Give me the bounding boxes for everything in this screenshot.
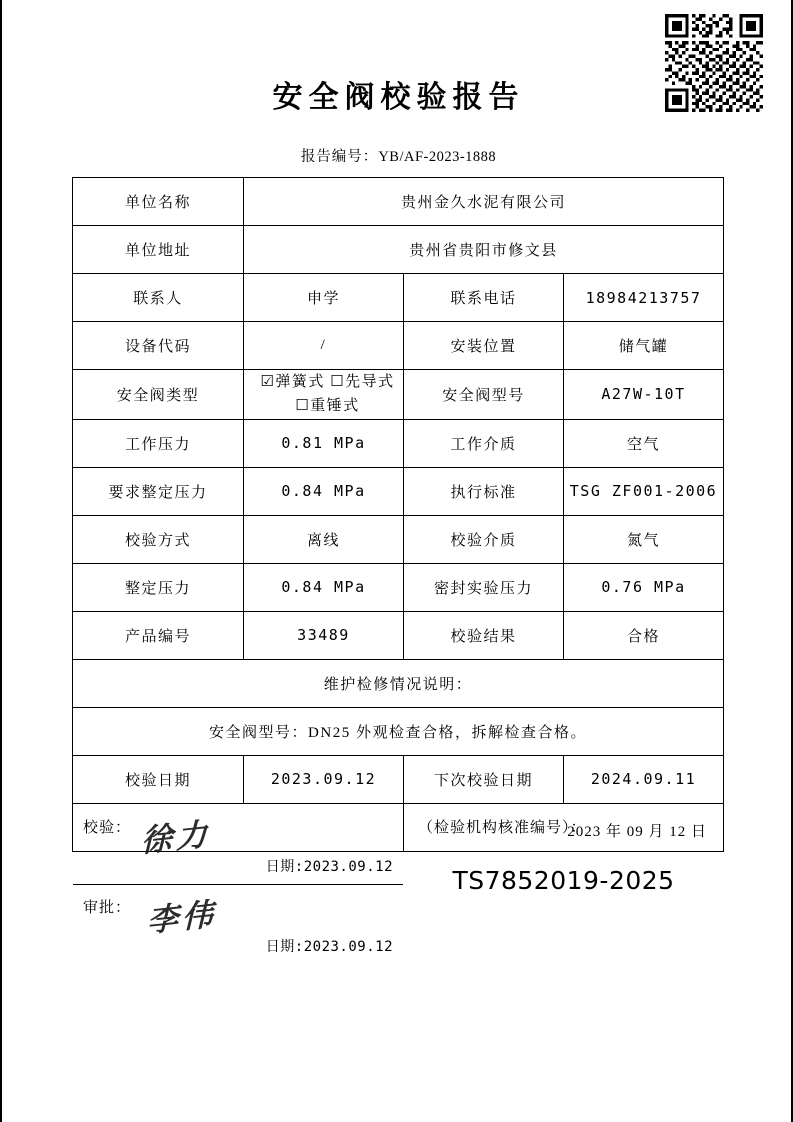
work-medium-value: 空气 xyxy=(564,419,724,467)
org-code-label: （检验机构核准编号）： xyxy=(418,819,587,836)
work-pressure-value: 0.81 MPa xyxy=(244,419,404,467)
work-medium-label: 工作介质 xyxy=(404,419,564,467)
contact-label: 联系人 xyxy=(73,274,244,322)
check-medium-value: 氮气 xyxy=(564,515,724,563)
install-position-label: 安装位置 xyxy=(404,322,564,370)
table-row xyxy=(73,611,724,659)
set-pressure-value: 0.84 MPa xyxy=(244,563,404,611)
install-position-value: 储气罐 xyxy=(564,322,724,370)
device-code-value: / xyxy=(244,322,404,370)
page-title: 安全阀校验报告 xyxy=(272,80,525,115)
set-pressure-label: 整定压力 xyxy=(73,563,244,611)
check-medium-label: 校验介质 xyxy=(404,515,564,563)
check-date-label: 校验日期 xyxy=(73,755,244,803)
maintenance-text: 安全阀型号：DN25 外观检查合格，拆解检查合格。 xyxy=(73,707,724,755)
seal-pressure-value: 0.76 MPa xyxy=(564,563,724,611)
check-result-label: 校验结果 xyxy=(404,611,564,659)
unit-name-label: 单位名称 xyxy=(73,178,244,226)
table-row xyxy=(73,274,724,322)
check-date-value: 2023.09.12 xyxy=(244,755,404,803)
valve-type-option-2: 重锤式 xyxy=(310,398,360,415)
work-pressure-label: 工作压力 xyxy=(73,419,244,467)
inspection-table xyxy=(72,177,724,955)
product-no-label: 产品编号 xyxy=(73,611,244,659)
valve-model-label: 安全阀型号 xyxy=(404,370,564,420)
product-no-value: 33489 xyxy=(244,611,404,659)
valve-type-line-1 xyxy=(252,370,403,394)
device-code-label: 设备代码 xyxy=(73,322,244,370)
unit-address-label: 单位地址 xyxy=(73,226,244,274)
checkbox-unchecked-icon[interactable]: ☐ xyxy=(295,396,311,415)
valve-type-label: 安全阀类型 xyxy=(73,370,244,420)
required-set-pressure-label: 要求整定压力 xyxy=(73,467,244,515)
table-row xyxy=(73,563,724,611)
required-set-pressure-value: 0.84 MPa xyxy=(244,467,404,515)
approver-signature: 李伟 xyxy=(147,895,217,939)
checker-date: 日期:2023.09.12 xyxy=(265,858,393,875)
signature-block xyxy=(73,803,404,955)
checker-signature: 徐力 xyxy=(141,815,211,859)
table-row xyxy=(73,707,724,755)
valve-type-line-2 xyxy=(252,394,403,418)
next-check-date-value: 2024.09.11 xyxy=(564,755,724,803)
issue-date: 2023 年 09 月 12 日 xyxy=(567,823,707,840)
check-result-value: 合格 xyxy=(564,611,724,659)
phone-label: 联系电话 xyxy=(404,274,564,322)
report-number xyxy=(2,145,793,166)
table-row xyxy=(73,322,724,370)
signature-divider xyxy=(73,884,403,885)
table-row xyxy=(73,226,724,274)
valve-type-options xyxy=(244,370,404,420)
table-row xyxy=(73,515,724,563)
table-row xyxy=(73,370,724,420)
checker-label: 校验： xyxy=(83,819,132,836)
approver-date: 日期:2023.09.12 xyxy=(265,938,393,955)
check-method-value: 离线 xyxy=(244,515,404,563)
table-row xyxy=(73,467,724,515)
valve-model-value: A27W-10T xyxy=(564,370,724,420)
org-code-value: TS7852019-2025 xyxy=(452,865,675,895)
valve-type-option-1: 先导式 xyxy=(345,374,395,390)
contact-value: 申学 xyxy=(244,274,404,322)
approval-block xyxy=(404,803,724,895)
table-row xyxy=(73,178,724,226)
table-row xyxy=(73,803,724,851)
standard-value: TSG ZF001-2006 xyxy=(564,467,724,515)
valve-type-option-0: 弹簧式 xyxy=(275,374,325,390)
approver-label: 审批： xyxy=(83,899,132,916)
next-check-date-label: 下次校验日期 xyxy=(404,755,564,803)
checkbox-checked-icon[interactable]: ☑ xyxy=(260,372,276,390)
unit-address-value: 贵州省贵阳市修文县 xyxy=(244,226,724,274)
check-method-label: 校验方式 xyxy=(73,515,244,563)
table-row xyxy=(73,755,724,803)
table-row xyxy=(73,659,724,707)
maintenance-title: 维护检修情况说明： xyxy=(73,659,724,707)
table-row xyxy=(73,419,724,467)
checkbox-unchecked-icon[interactable]: ☐ xyxy=(330,372,346,390)
standard-label: 执行标准 xyxy=(404,467,564,515)
seal-pressure-label: 密封实验压力 xyxy=(404,563,564,611)
report-number-label: 报告编号： xyxy=(300,149,379,165)
unit-name-value: 贵州金久水泥有限公司 xyxy=(244,178,724,226)
report-number-value: YB/AF-2023-1888 xyxy=(378,149,497,165)
phone-value: 18984213757 xyxy=(564,274,724,322)
